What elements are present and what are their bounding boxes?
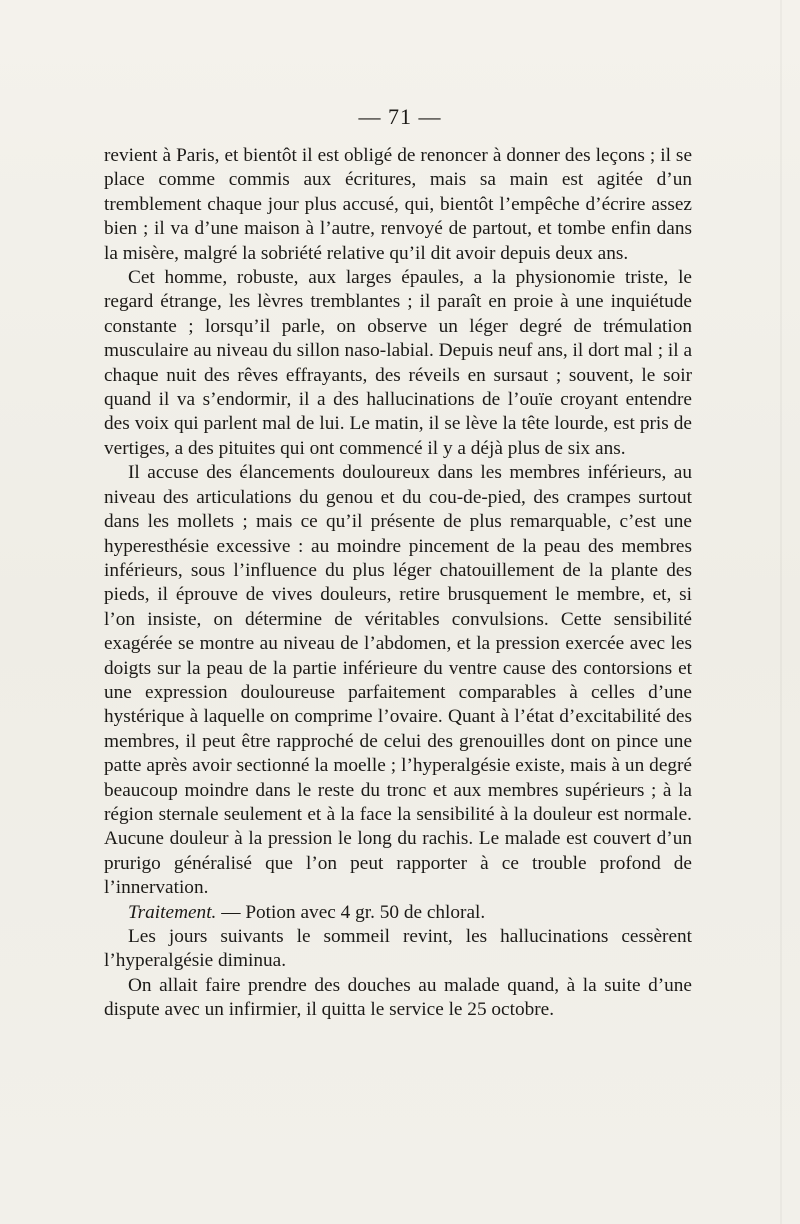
paragraph: Les jours suivants le sommeil revint, les hallucinations cessèrent l’hyperalgésie diminua. (104, 926, 692, 972)
paragraph: Cet homme, robuste, aux larges épaules, a la physionomie triste, le regard étrange, les lèvres tremblantes ; il paraît en proie à une inquiétude constante ; lorsqu’il parle, on observe un léger degré de trémulation musculaire au niveau du sillon naso-labial. Depuis neuf ans, il dort mal ; il a chaque nuit des rêves effrayants, des réveils en sursaut ; souvent, le soir quand il va s’endormir, il a des hallucinations de l’ouïe croyant entendre des voix qui parlent mal de lui. Le matin, il se lève la tête lourde, est pris de vertiges, a des pituites qui ont commencé il y a déjà plus de six ans. (104, 267, 692, 459)
treatment-text: — Potion avec 4 gr. 50 de chloral. (216, 901, 486, 923)
page-edge-shadow (780, 0, 782, 1224)
paragraph: On allait faire prendre des douches au malade quand, à la suite d’une dispute avec un infirmier, il quitta le service le 25 octobre. (104, 974, 692, 1021)
paragraph: Il accuse des élancements douloureux dans les membres inférieurs, au niveau des articulations du genou et du cou-de-pied, des crampes surtout dans les mollets ; mais ce qu’il présente de plus remarquable, c’est une hyperesthésie excessive : au moindre pincement de la peau des membres inférieurs, sous l’influence du plus léger chatouillement de la plante des pieds, il éprouve de vives douleurs, retire brusquement le membre, et, si l’on insiste, on détermine de véritables convulsions. Cette sensibilité exagérée se montre au niveau de l’abdomen, et la pression exercée avec les doigts sur la peau de la partie inférieure du ventre cause des contorsions et une expression douloureuse parfaitement comparables à celles d’une hystérique à laquelle on comprime l’ovaire. Quant à l’état d’excitabilité des membres, il peut être rapproché de celui des grenouilles dont on pince une patte après avoir sectionné la moelle ; l’hyperalgésie existe, mais à un degré beaucoup moindre dans le reste du tronc et aux membres supérieurs ; à la région sternale seulement et à la face la sensibilité à la douleur est normale. Aucune douleur à la pression le long du rachis. Le malade est couvert d’un prurigo généralisé que l’on peut rapporter à ce trouble profond de l’innervation. (104, 462, 692, 899)
page-number: — 71 — (358, 104, 442, 129)
body-text (104, 144, 692, 1023)
treatment-label: Traitement. (128, 901, 217, 923)
treatment-paragraph (104, 901, 692, 925)
paragraph: revient à Paris, et bientôt il est obligé de renoncer à donner des leçons ; il se place comme commis aux écritures, mais sa main est agitée d’un tremblement chaque jour plus accusé, qui, bientôt l’empêche d’écrire assez bien ; il va d’une maison à l’autre, renvoyé de partout, et tombe enfin dans la misère, malgré la sobriété relative qu’il dit avoir depuis deux ans. (104, 145, 692, 264)
